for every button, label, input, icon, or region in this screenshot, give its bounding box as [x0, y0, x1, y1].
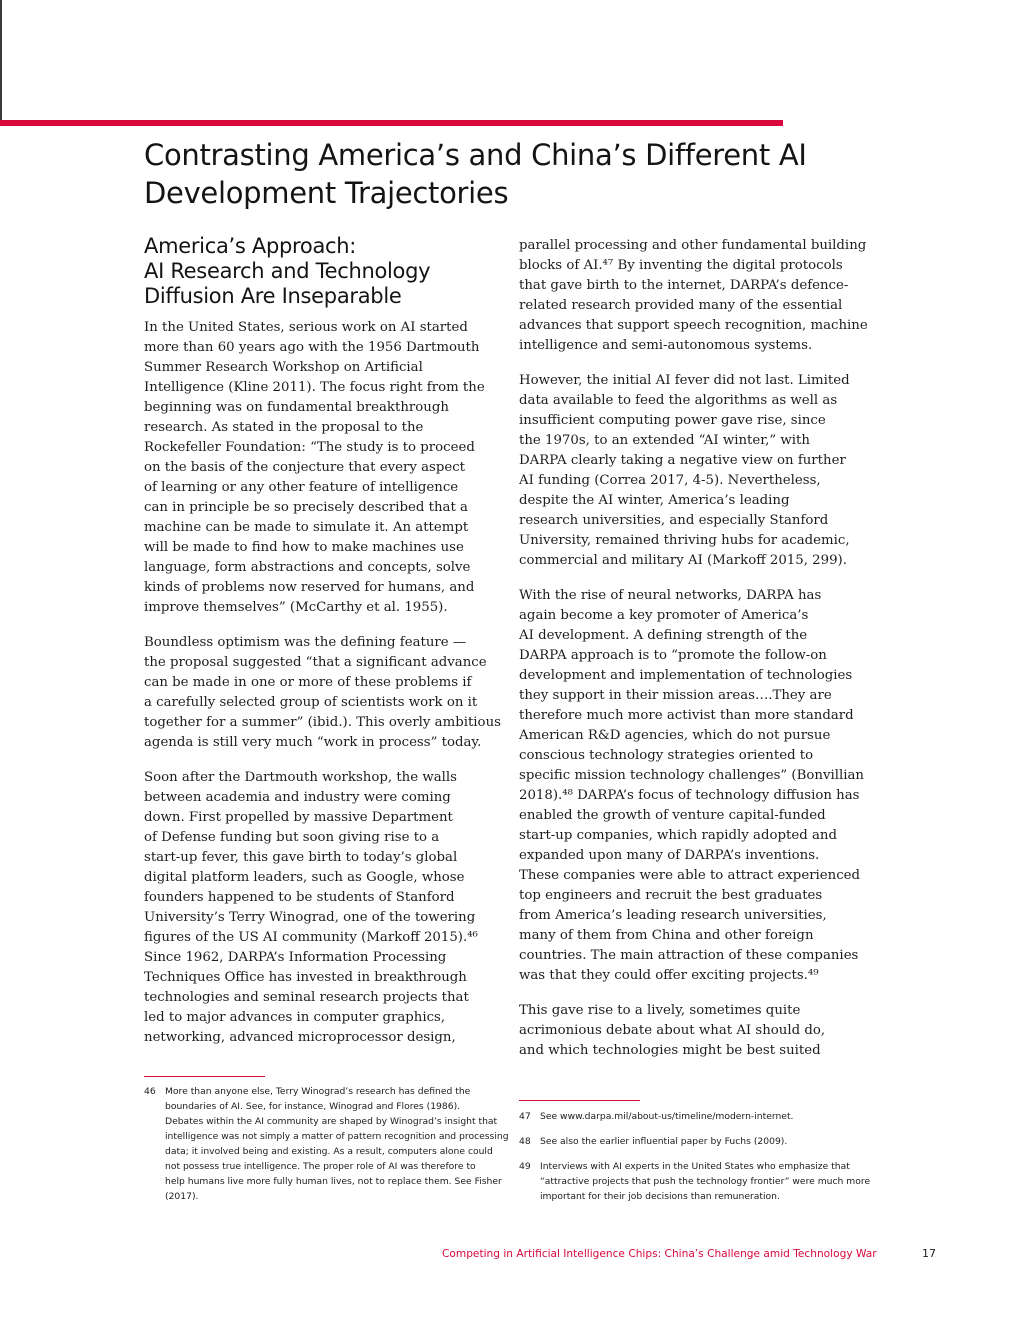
page-title-line: Development Trajectories	[144, 176, 509, 210]
footnote	[519, 1109, 879, 1124]
body-paragraph	[144, 768, 506, 1048]
footnote-line: “attractive projects that push the technology frontier” were much more	[540, 1176, 871, 1187]
right-column	[519, 236, 881, 1076]
footnote-divider	[144, 1076, 265, 1077]
text-line: related research provided many of the essential	[519, 298, 843, 313]
text-line: DARPA approach is to “promote the follow-on	[519, 648, 827, 663]
text-line: language, form abstractions and concepts, solve	[144, 560, 471, 575]
text-line: top engineers and recruit the best graduates	[519, 888, 823, 903]
text-line: research. As stated in the proposal to the	[144, 420, 424, 435]
text-line: AI development. A defining strength of the	[519, 628, 808, 643]
text-line: Rockefeller Foundation: “The study is to proceed	[144, 440, 475, 455]
body-paragraph	[519, 1001, 881, 1061]
footnotes-right	[519, 1109, 879, 1214]
text-line: despite the AI winter, America’s leading	[519, 493, 790, 508]
footnote-line: Interviews with AI experts in the United States who emphasize that	[540, 1161, 850, 1172]
footnote-number: 48	[519, 1136, 531, 1147]
text-line: therefore much more activist than more standard	[519, 708, 854, 723]
text-line: was that they could offer exciting projects.⁴⁹	[519, 968, 819, 983]
footnotes-left	[144, 1084, 509, 1214]
text-line: Summer Research Workshop on Artificial	[144, 360, 423, 375]
text-line: advances that support speech recognition, machine	[519, 318, 868, 333]
text-line: development and implementation of technologies	[519, 668, 853, 683]
text-line: digital platform leaders, such as Google, whose	[144, 870, 465, 885]
text-line: on the basis of the conjecture that every aspect	[144, 460, 466, 475]
text-line: 2018).⁴⁸ DARPA’s focus of technology diffusion has	[519, 788, 860, 803]
text-line: Techniques Office has invested in breakthrough	[144, 970, 467, 985]
footnote-line: not possess true intelligence. The proper role of AI was therefore to	[165, 1161, 476, 1172]
footnote-text	[540, 1159, 879, 1204]
footnote-line: Debates within the AI community are shaped by Winograd’s insight that	[165, 1116, 498, 1127]
text-line: between academia and industry were coming	[144, 790, 451, 805]
text-line: from America’s leading research universities,	[519, 908, 827, 923]
footnote-text	[540, 1109, 879, 1124]
text-line: beginning was on fundamental breakthrough	[144, 400, 449, 415]
text-line: parallel processing and other fundamental building	[519, 238, 867, 253]
text-line: Boundless optimism was the defining feature —	[144, 635, 467, 650]
text-line: can be made in one or more of these problems if	[144, 675, 472, 690]
text-line: founders happened to be students of Stanford	[144, 890, 455, 905]
text-line: countries. The main attraction of these companies	[519, 948, 859, 963]
text-line: the proposal suggested “that a significant advance	[144, 655, 487, 670]
footnote	[519, 1134, 879, 1149]
text-line: Soon after the Dartmouth workshop, the walls	[144, 770, 457, 785]
text-line: University’s Terry Winograd, one of the towering	[144, 910, 476, 925]
text-line: the 1970s, to an extended “AI winter,” with	[519, 433, 810, 448]
right-body-text	[519, 236, 881, 1061]
text-line: data available to feed the algorithms as well as	[519, 393, 838, 408]
section-title-line: Diffusion Are Inseparable	[144, 284, 402, 308]
text-line: DARPA clearly taking a negative view on further	[519, 453, 846, 468]
text-line: acrimonious debate about what AI should do,	[519, 1023, 826, 1038]
text-line: many of them from China and other foreign	[519, 928, 814, 943]
text-line: commercial and military AI (Markoff 2015, 299).	[519, 553, 847, 568]
text-line: machine can be made to simulate it. An attempt	[144, 520, 469, 535]
text-line: American R&D agencies, which do not pursue	[519, 728, 831, 743]
body-paragraph	[519, 586, 881, 986]
title-accent-rule	[0, 120, 783, 126]
footnote-line: See www.darpa.mil/about-us/timeline/modern-internet.	[540, 1111, 794, 1122]
body-paragraph	[144, 633, 506, 753]
text-line: will be made to find how to make machines use	[144, 540, 464, 555]
left-body-text	[144, 318, 506, 1048]
text-line: AI funding (Correa 2017, 4-5). Nevertheless,	[519, 473, 821, 488]
text-line: and which technologies might be best suited	[519, 1043, 821, 1058]
left-column	[144, 234, 506, 1063]
text-line: These companies were able to attract experienced	[519, 868, 861, 883]
text-line: However, the initial AI fever did not last. Limited	[519, 373, 850, 388]
footnote-number: 49	[519, 1161, 531, 1172]
text-line: of Defense funding but soon giving rise to a	[144, 830, 440, 845]
section-title-line: America’s Approach:	[144, 234, 357, 258]
text-line: With the rise of neural networks, DARPA has	[519, 588, 822, 603]
footnote-text	[165, 1084, 509, 1204]
text-line: intelligence and semi-autonomous systems.	[519, 338, 813, 353]
footnote-divider	[519, 1100, 640, 1101]
text-line: enabled the growth of venture capital-funded	[519, 808, 826, 823]
text-line: that gave birth to the internet, DARPA’s defence-	[519, 278, 849, 293]
footnote-line: boundaries of AI. See, for instance, Winograd and Flores (1986).	[165, 1101, 461, 1112]
text-line: blocks of AI.⁴⁷ By inventing the digital protocols	[519, 258, 843, 273]
text-line: kinds of problems now reserved for humans, and	[144, 580, 475, 595]
text-line: technologies and seminal research projects that	[144, 990, 469, 1005]
section-title	[144, 234, 506, 309]
text-line: Since 1962, DARPA’s Information Processing	[144, 950, 447, 965]
text-line: expanded upon many of DARPA’s inventions.	[519, 848, 820, 863]
footnote-line: data; it involved being and existing. As a result, computers alone could	[165, 1146, 493, 1157]
text-line: a carefully selected group of scientists work on it	[144, 695, 478, 710]
page-edge-shadow	[0, 0, 2, 124]
body-paragraph	[519, 371, 881, 571]
body-paragraph	[144, 318, 506, 618]
footnote-line: intelligence was not simply a matter of pattern recognition and processing	[165, 1131, 509, 1142]
text-line: Intelligence (Kline 2011). The focus right from the	[144, 380, 485, 395]
page-title	[144, 136, 844, 212]
footnote-line: (2017).	[165, 1191, 199, 1202]
footnote-number: 47	[519, 1111, 531, 1122]
page-number: 17	[922, 1247, 936, 1260]
page-title-line: Contrasting America’s and China’s Different AI	[144, 138, 807, 172]
footnote	[144, 1084, 509, 1204]
running-footer: Competing in Artificial Intelligence Chips: China’s Challenge amid Technology War	[442, 1248, 877, 1260]
text-line: more than 60 years ago with the 1956 Dartmouth	[144, 340, 480, 355]
text-line: specific mission technology challenges” (Bonvillian	[519, 768, 864, 783]
footnote	[519, 1159, 879, 1204]
section-title-line: AI Research and Technology	[144, 259, 431, 283]
text-line: networking, advanced microprocessor design,	[144, 1030, 456, 1045]
text-line: of learning or any other feature of intelligence	[144, 480, 459, 495]
footnote-number: 46	[144, 1086, 156, 1097]
text-line: again become a key promoter of America’s	[519, 608, 809, 623]
text-line: agenda is still very much “work in process” today.	[144, 735, 482, 750]
footnote-line: See also the earlier influential paper by Fuchs (2009).	[540, 1136, 788, 1147]
footnote-line: More than anyone else, Terry Winograd’s research has defined the	[165, 1086, 471, 1097]
text-line: This gave rise to a lively, sometimes quite	[519, 1003, 801, 1018]
text-line: together for a summer” (ibid.). This overly ambitious	[144, 715, 501, 730]
footnote-line: important for their job decisions than remuneration.	[540, 1191, 780, 1202]
text-line: insufficient computing power gave rise, since	[519, 413, 826, 428]
body-paragraph	[519, 236, 881, 356]
text-line: down. First propelled by massive Department	[144, 810, 453, 825]
footnote-text	[540, 1134, 879, 1149]
text-line: research universities, and especially Stanford	[519, 513, 829, 528]
text-line: conscious technology strategies oriented to	[519, 748, 814, 763]
footnote-line: help humans live more fully human lives, not to replace them. See Fisher	[165, 1176, 502, 1187]
text-line: led to major advances in computer graphics,	[144, 1010, 446, 1025]
text-line: In the United States, serious work on AI started	[144, 320, 468, 335]
text-line: University, remained thriving hubs for academic,	[519, 533, 850, 548]
text-line: can in principle be so precisely described that a	[144, 500, 468, 515]
text-line: start-up companies, which rapidly adopted and	[519, 828, 837, 843]
text-line: improve themselves” (McCarthy et al. 1955).	[144, 600, 448, 615]
text-line: start-up fever, this gave birth to today’s global	[144, 850, 458, 865]
text-line: they support in their mission areas….They are	[519, 688, 832, 703]
text-line: figures of the US AI community (Markoff 2015).⁴⁶	[144, 930, 478, 945]
